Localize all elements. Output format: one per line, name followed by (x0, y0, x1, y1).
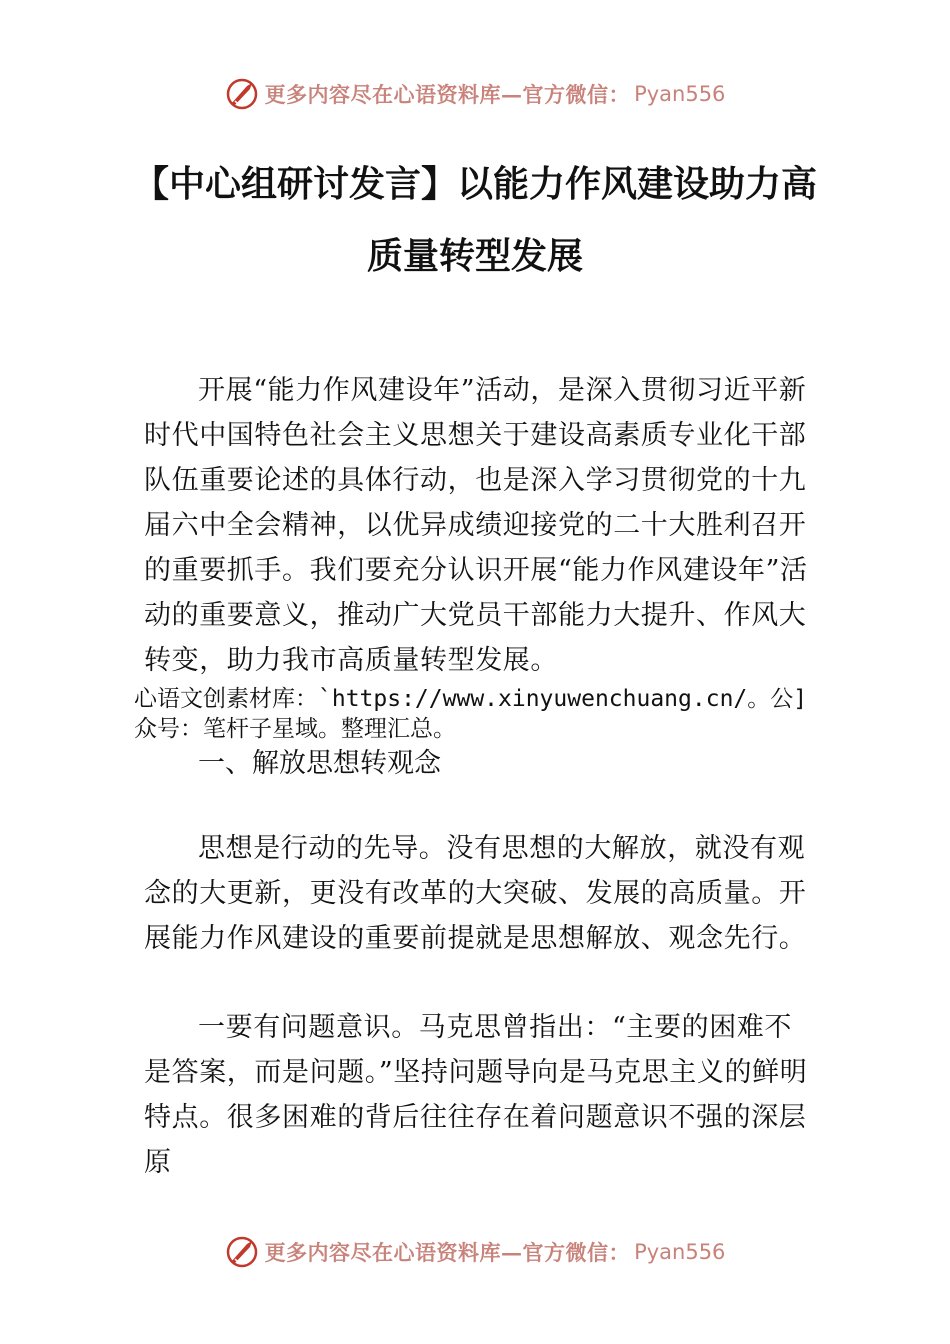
header-watermark-banner (0, 74, 950, 114)
footer-watermark-banner (0, 1232, 950, 1272)
watermark-text: 更多内容尽在心语资料库—官方微信： (264, 1240, 631, 1265)
watermark-wechat-id: Pyan556 (634, 82, 726, 106)
source-note-line-2: 众号：笔杆子星域。整理汇总。 (134, 716, 456, 742)
watermark-text: 更多内容尽在心语资料库—官方微信： (264, 82, 631, 107)
body-paragraph-thinking (144, 826, 808, 961)
pen-logo-icon (225, 77, 259, 111)
paragraph-text: 开展“能力作风建设年”活动，是深入贯彻习近平新时代中国特色社会主义思想关于建设高素质专业化干部队伍重要论述的具体行动，也是深入学习贯彻党的十九届六中全会精神，以优异成绩迎接党的二十大胜利召开的重要抓手。我们要充分认识开展“能力作风建设年”活动的重要意义，推动广大党员干部能力大提升、作风大转变，助力我市高质量转型发展。 (144, 375, 808, 676)
paragraph-text: 一要有问题意识。马克思曾指出：“主要的困难不是答案，而是问题。”坚持问题导向是马克思主义的鲜明特点。很多困难的背后往往存在着问题意识不强的深层原 (144, 1012, 808, 1178)
pen-logo-icon (225, 1235, 259, 1269)
document-title-line-2: 质量转型发展 (366, 236, 583, 277)
source-note-line-1: 心语文创素材库：`https://www.xinyuwenchuang.cn/。公] (134, 686, 808, 712)
body-paragraph-intro (144, 368, 808, 683)
source-note (134, 684, 854, 744)
document-title-line-1: 【中心组研讨发言】以能力作风建设助力高 (132, 164, 817, 205)
section-heading: 一、解放思想转观念 (198, 748, 441, 779)
paragraph-text: 思想是行动的先导。没有思想的大解放，就没有观念的大更新，更没有改革的大突破、发展的高质量。开展能力作风建设的重要前提就是思想解放、观念先行。 (144, 833, 807, 954)
body-paragraph-problem-awareness (144, 1005, 808, 1185)
watermark-wechat-id: Pyan556 (634, 1240, 726, 1264)
